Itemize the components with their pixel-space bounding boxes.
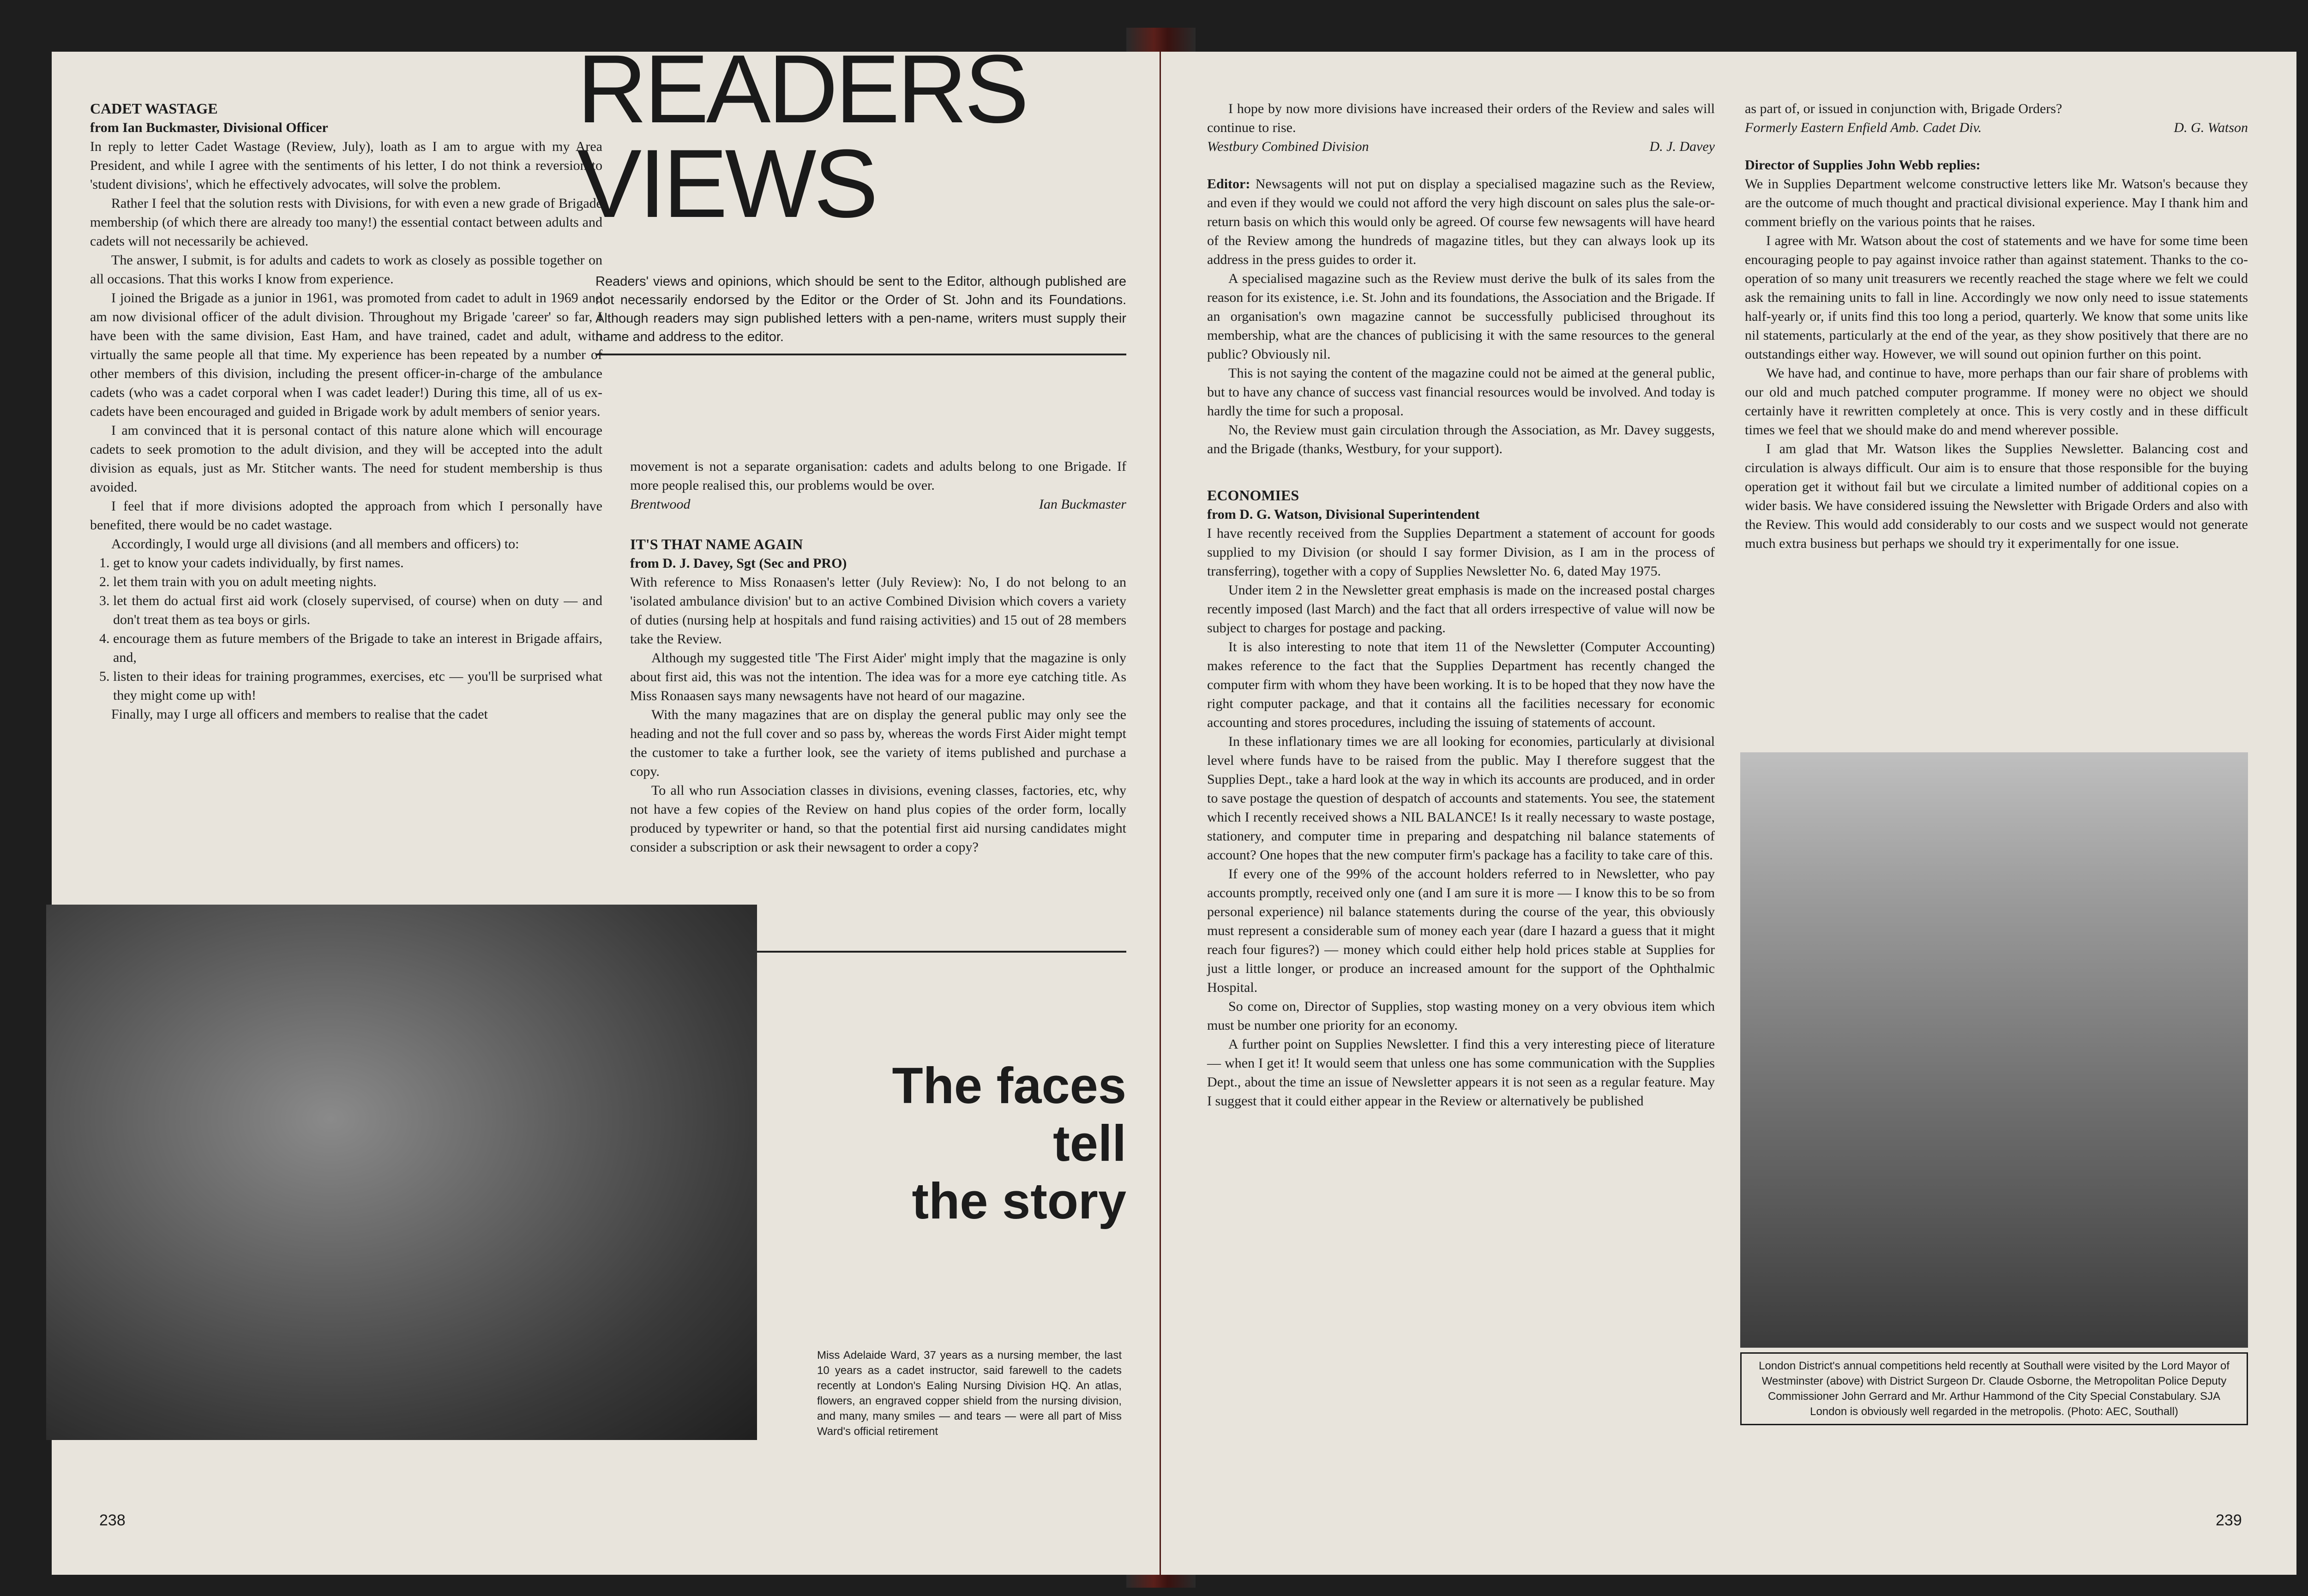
editor-label: Editor: — [1207, 176, 1250, 192]
paragraph: I hope by now more divisions have increased their orders of the Review and sales will continue to rise. — [1207, 101, 1715, 135]
letter-heading: CADET WASTAGE — [90, 100, 218, 117]
masthead-line-1: READERS — [577, 35, 1027, 143]
paragraph: I joined the Brigade as a junior in 1961, was promoted from cadet to adult in 1969 and am now divisional officer of the adult division. Throughout my Brigade 'career' so far, I have been with the same division, East Ham, and have trained, cadet and adult, with virtually the same people all that time. My experience has been repeated by a number of other members of this division, including the present officer-in-charge of the ambulance cadets (who was a cadet corporal when I was cadet leader!) During this time, all of us ex-cadets have been encouraged and guided in Brigade work by adult members of senior years. — [90, 290, 602, 419]
paragraph: Although my suggested title 'The First Aider' might imply that the magazine is only about first aid, this was not the intention. The idea was for a more eye catching title. As Miss Ronaasen says many newsagents have not heard of our magazine. — [630, 650, 1126, 703]
paragraph: To all who run Association classes in divisions, evening classes, factories, etc, why not have a few copies of the Review on hand plus copies of the order form, locally produced by typewriter or hand, so that the potential first aid nursing candidates might consider a subscription or ask their newsagent to order a copy? — [630, 783, 1126, 855]
paragraph: Rather I feel that the solution rests with Divisions, for with even a new grade of Brigade membership (of which there are already too many!) the essential contact between adults and cadets will not necessarily be achieved. — [90, 196, 602, 249]
paragraph: Finally, may I urge all officers and members to realise that the cadet — [111, 707, 488, 722]
paragraph: I am convinced that it is personal contact of this nature alone which will encourage cadets to seek promotion to the adult division, and they will be accepted into the adult division as equals, just as Mr. Stitcher wants. The need for student membership is thus avoided. — [90, 423, 602, 495]
masthead — [577, 35, 1027, 238]
signature-place: Formerly Eastern Enfield Amb. Cadet Div. — [1745, 120, 1982, 135]
paragraph: Under item 2 in the Newsletter great emphasis is made on the increased postal charges recently imposed (last March) and the fact that all orders irrespective of value will now be subject to charges for postage and packing. — [1207, 582, 1715, 636]
list-item: 1. get to know your cadets individually, by first names. — [113, 553, 602, 572]
paragraph: A specialised magazine such as the Review must derive the bulk of its sales from the reason for its existence, i.e. St. John and its foundations, the Association and the Brigade. If an organisation's own magazine cannot be successfully publicised throughout its membership, what are the chances of publicising it with the same resources to the general public? Obviously nil. — [1207, 271, 1715, 362]
signature — [1207, 137, 1715, 156]
recommendation-list — [90, 553, 602, 705]
photo-caption-left: Miss Adelaide Ward, 37 years as a nursing member, the last 10 years as a cadet instructor, said farewell to the cadets recently at London's Ealing Nursing Division HQ. An atlas, flowers, an engraved copper shield from the nursing division, and many, many smiles — and tears — were all part of Miss Ward's official retirement — [817, 1349, 1122, 1438]
signature-name: D. J. Davey — [1649, 139, 1715, 154]
paragraph: With reference to Miss Ronaasen's letter (July Review): No, I do not belong to an 'isolated ambulance division' but to an active Combined Division which covers a variety of duties (nursing help at hospitals and fund raising activities) and 15 out of 28 members take the Review. — [630, 575, 1126, 647]
paragraph: This is not saying the content of the magazine could not be aimed at the general public, but to have any chance of success vast financial resources would be involved. And today is hardly the time for such a proposal. — [1207, 366, 1715, 419]
letter-byline: from Ian Buckmaster, Divisional Officer — [90, 120, 328, 135]
feature-title-line: tell — [1053, 1115, 1126, 1172]
right-column-2 — [1745, 99, 2248, 553]
paragraph: Accordingly, I would urge all divisions (and all members and officers) to: — [111, 536, 519, 552]
paragraph: We have had, and continue to have, more perhaps than our fair share of problems with our old and much patched computer programme. If money were no object we should certainly have it rewritten completely at once. This is very costly and in these difficult times we feel that we should make do and mend wherever possible. — [1745, 366, 2248, 438]
letter-continuations — [630, 457, 1126, 857]
editor-reply — [1207, 174, 1715, 269]
page-number-right: 239 — [2216, 1512, 2242, 1529]
paragraph: A further point on Supplies Newsletter. I find this a very interesting piece of literature — when I get it! It would seem that unless one has some communication with the Supplies Dept., about the time an issue of Newsletter appears it is not seen as a regular feature. May I suggest that it could either appear in the Review or alternatively be published — [1207, 1037, 1715, 1109]
paragraph: as part of, or issued in conjunction with, Brigade Orders? — [1745, 101, 2062, 116]
paragraph: I have recently received from the Supplies Department a statement of account for goods supplied to my Division (or should I say former Division, as I am in the process of transferring), together with a copy of Supplies Newsletter No. 6, dated May 1975. — [1207, 526, 1715, 579]
letter-heading: ECONOMIES — [1207, 487, 1299, 504]
signature-place: Westbury Combined Division — [1207, 139, 1369, 154]
paragraph: It is also interesting to note that item 11 of the Newsletter (Computer Accounting) makes reference to the fact that the Supplies Department has recently changed the computer firm with whom they have been working. It is to be hoped that they now have the right computer package, and that it contains all the facilities necessary for economic accounting and stores procedures, including the issuing of statements of account. — [1207, 639, 1715, 730]
signature-name: D. G. Watson — [2174, 120, 2248, 135]
letter-byline: from D. J. Davey, Sgt (Sec and PRO) — [630, 556, 847, 571]
paragraph: In reply to letter Cadet Wastage (Review, July), loath as I am to argue with my Area President, and while I agree with the sentiments of his letter, I do not think a reversion to 'student divisions', which he effectively advocates, will solve the problem. — [90, 139, 602, 192]
paragraph: We in Supplies Department welcome constructive letters like Mr. Watson's because they are the outcome of much thought and practical divisional experience. May I thank him and comment briefly on the various points that he raises. — [1745, 176, 2248, 229]
list-item: 3. let them do actual first aid work (closely supervised, of course) when on duty — and don't treat them as tea boys or girls. — [113, 591, 602, 629]
signature — [630, 495, 1126, 514]
feature-title-line: The faces — [892, 1057, 1126, 1114]
paragraph: Newsagents will not put on display a specialised magazine such as the Review, and even if they would we could not afford the very high discount on sales plus the sale-or-return basis on which this would only be agreed. Of course few newsagents will have heard of the Review among the hundreds of magazine titles, but they can always look up its address in the press guides to order it. — [1207, 176, 1715, 267]
list-item: 4. encourage them as future members of the Brigade to take an interest in Brigade affairs, and, — [113, 629, 602, 667]
feature-title — [794, 1057, 1126, 1230]
list-item: 2. let them train with you on adult meeting nights. — [113, 572, 602, 591]
masthead-line-2: VIEWS — [577, 129, 876, 238]
reply-heading: Director of Supplies John Webb replies: — [1745, 157, 1981, 173]
paragraph: movement is not a separate organisation: cadets and adults belong to one Brigade. If more people realised this, our problems would be over. — [630, 459, 1126, 493]
photo-caption-right: London District's annual competitions held recently at Southall were visited by the Lord Mayor of Westminster (above) with District Surgeon Dr. Claude Osborne, the Metropolitan Police Deputy Commissioner John Gerrard and Mr. Arthur Hammond of the City Special Constabulary. SJA London is obviously well regarded in the metropolis. (Photo: AEC, Southall) — [1740, 1352, 2248, 1425]
signature-place: Brentwood — [630, 497, 691, 512]
paragraph: So come on, Director of Supplies, stop wasting money on a very obvious item which must be number one priority for an economy. — [1207, 999, 1715, 1033]
intro-box: Readers' views and opinions, which should be sent to the Editor, although published are not necessarily endorsed by the Editor or the Order of St. John and its Foundations. Although readers may sign published letters with a pen-name, writers must supply their name and address to the editor. — [595, 272, 1126, 355]
paragraph: With the many magazines that are on display the general public may only see the heading and not the full cover and so pass by, whereas the words First Aider might tempt the customer to take a further look, see the variety of items published and purchase a copy. — [630, 707, 1126, 779]
paragraph: I am glad that Mr. Watson likes the Supplies Newsletter. Balancing cost and circulation is always difficult. Our aim is to ensure that those responsible for the buying operation get it without fail but we circulate a limited number of additional copies on a wider basis. We have considered issuing the Newsletter with Brigade Orders and also with the Review. This would add considerably to our costs and we suspect would not generate much extra business but perhaps we should try it experimentally for one issue. — [1745, 441, 2248, 551]
paragraph: I agree with Mr. Watson about the cost of statements and we have for some time been encouraging people to pay against invoice rather than against statement. Thanks to the co-operation of so many unit treasurers we recently reached the stage where we felt we could ask the remaining units to fall in line. Accordingly we now only need to issue statements half-yearly or, if units find this too long a period, quarterly. We know that some units like nil statements, particularly at the end of the year, as they show positively that there are no outstandings either way. However, we will sound out opinion further on this point. — [1745, 233, 2248, 362]
paragraph: In these inflationary times we are all looking for economies, particularly at divisional level where funds have to be raised from the public. May I therefore suggest that the Supplies Dept., take a hard look at the way in which its accounts are produced, and in order to save postage the question of despatch of accounts and statements. You see, the statement which I recently received shows a NIL BALANCE! Is it really necessary to waste postage, stationery, and computer time in preparing and despatching nil balance statements of account? One hopes that the new computer firm's package has a facility to take care of this. — [1207, 734, 1715, 863]
paragraph: I feel that if more divisions adopted the approach from which I personally have benefited, there would be no cadet wastage. — [90, 498, 602, 533]
letter-heading: IT'S THAT NAME AGAIN — [630, 536, 803, 552]
feature-title-line: the story — [912, 1173, 1126, 1230]
page-number-left: 238 — [99, 1512, 126, 1529]
paragraph: The answer, I submit, is for adults and cadets to work as closely as possible together on all occasions. That this works I know from experience. — [90, 252, 602, 287]
paragraph: No, the Review must gain circulation through the Association, as Mr. Davey suggests, and the Brigade (thanks, Westbury, for your support). — [1207, 422, 1715, 456]
photo-cadets-farewell — [46, 905, 757, 1440]
letter-byline: from D. G. Watson, Divisional Superintendent — [1207, 507, 1480, 522]
letter-cadet-wastage — [90, 99, 602, 724]
right-column-1 — [1207, 99, 1715, 1110]
list-item: 5. listen to their ideas for training programmes, exercises, etc — you'll be surprised what they might come up with! — [113, 667, 602, 705]
signature — [1745, 118, 2248, 137]
photo-lord-mayor-visit — [1740, 752, 2248, 1348]
paragraph: If every one of the 99% of the account holders referred to in Newsletter, who pay accounts promptly, received only one (and I am sure it is more — I know this to be so from personal experience) nil balance statements during the course of the year, this obviously must represent a considerable sum of money each year (dare I hazard a guess that it might reach four figures?) — money which could either help hold prices stable at Supplies for just a little longer, or produce an increased amount for the support of the Ophthalmic Hospital. — [1207, 866, 1715, 995]
signature-name: Ian Buckmaster — [1039, 497, 1126, 512]
